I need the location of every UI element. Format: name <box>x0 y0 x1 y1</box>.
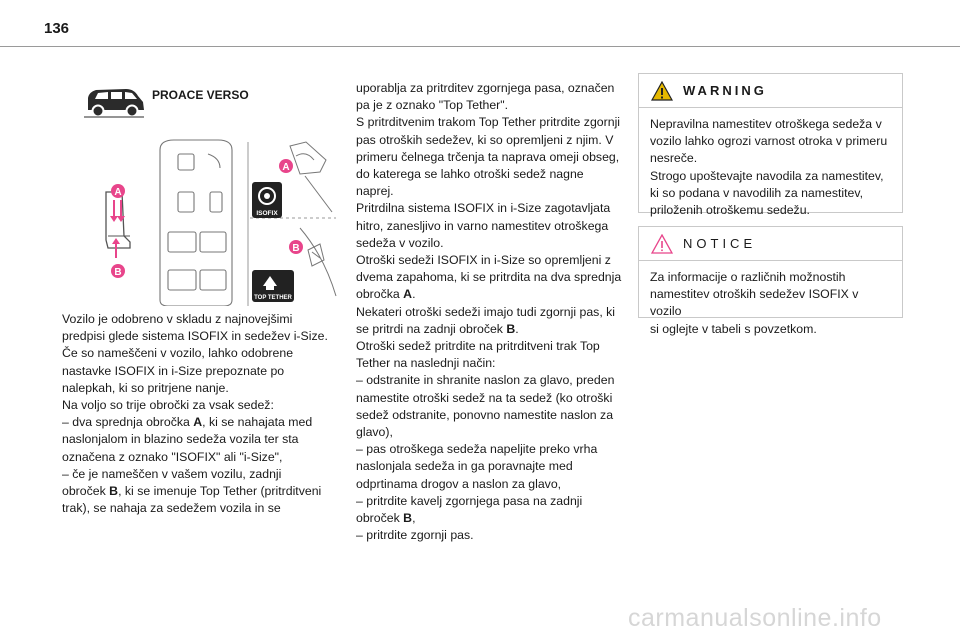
text-line: označena z oznako "ISOFIX" ali "i-Size", <box>62 449 283 464</box>
text-line: – pritrdite kavelj zgornjega pasa na zadnji <box>356 493 583 508</box>
text-line: namestitev otroških sedežev ISOFIX v vozilo <box>650 287 859 319</box>
text-line: vozilo lahko ogrozi varnost otroka v primeru <box>650 134 888 149</box>
anchor-b-label-left: B <box>114 267 122 278</box>
text-line: Otroški sedeži ISOFIX in i-Size so opremljeni z <box>356 253 611 268</box>
text-line: uporablja za pritrditev zgornjega pasa, označen <box>356 81 615 95</box>
isofix-logo <box>252 182 282 218</box>
text-line: ki so podana v navodilih za namestitev, <box>650 185 864 200</box>
text-line: pa je z oznako "Top Tether". <box>356 98 509 113</box>
body-text-column-1 <box>62 311 342 517</box>
warning-body <box>639 108 902 227</box>
text-line: predpisi glede sistema ISOFIX in sedežev i-Size. <box>62 329 328 344</box>
seat-anchor-closeup-a <box>290 142 332 212</box>
text-line: nesreče. <box>650 151 698 166</box>
page-number: 136 <box>44 20 70 37</box>
text-line: – če je nameščen v vašem vozilu, zadnji <box>62 466 282 481</box>
text-line: sedež odstranite, ponovno namestite naslon za <box>356 407 614 422</box>
top-tether-logo <box>252 270 294 302</box>
text-line: Strogo upoštevajte navodila za namestitev, <box>650 168 884 183</box>
text-line: odprtinama drogov a naslon za glavo, <box>356 476 562 491</box>
text-line: naprej. <box>356 184 394 199</box>
text-line: – odstranite in shranite naslon za glavo, preden <box>356 373 615 388</box>
warning-title: WARNING <box>683 83 767 98</box>
van-icon <box>82 86 146 120</box>
notice-body <box>639 261 902 346</box>
anchor-b-label-right: B <box>292 243 300 254</box>
notice-triangle-icon <box>651 234 673 254</box>
text-line: nastavke ISOFIX in i-Size prepoznate po <box>62 363 285 378</box>
text-line: obroček B, <box>356 511 416 526</box>
text-line: si oglejte v tabeli s povzetkom. <box>650 321 817 336</box>
text-line: – dva sprednja obročka A, ki se nahajata med <box>62 415 313 430</box>
body-text-column-2 <box>356 80 626 544</box>
text-line: Nepravilna namestitev otroškega sedeža v <box>650 117 882 131</box>
text-line: naslonjalom in blazino sedeža vozila ter sta <box>62 432 299 447</box>
watermark-text: carmanualsonline.info <box>628 604 882 632</box>
text-line: hitro, zanesljivo in varno namestitev otroškega <box>356 218 609 233</box>
text-line: Tether na naslednji način: <box>356 356 496 371</box>
text-line: se pritrdi na zadnji obroček B. <box>356 321 519 336</box>
text-line: Na voljo so trije obročki za vsak sedež: <box>62 398 274 413</box>
text-line: Otroški sedež pritrdite na pritrditveni trak Top <box>356 339 600 354</box>
text-line: do katerega se lahko otroški sedež nagne <box>356 167 584 182</box>
text-line: obročka A. <box>356 287 416 302</box>
text-line: Nekateri otroški sedeži imajo tudi zgornji pas, ki <box>356 304 616 319</box>
anchor-a-label-left: A <box>114 187 122 198</box>
notice-header <box>639 227 902 261</box>
text-line: Vozilo je odobreno v skladu z najnovejšimi <box>62 312 293 326</box>
text-line: trak), se nahaja za sedežem vozila in se <box>62 501 281 516</box>
text-line: – pas otroškega sedeža napeljite preko vrha <box>356 442 598 457</box>
warning-triangle-icon <box>651 81 673 101</box>
van-seating-plan <box>160 140 232 306</box>
text-line: pas otroških sedežev, ki so opremljeni z njim. V <box>356 132 614 147</box>
anchor-a-label-right: A <box>282 162 290 173</box>
text-line: glavo), <box>356 425 393 440</box>
text-line: Za informacije o različnih možnostih <box>650 270 846 284</box>
text-line: primeru čelnega trčenja ta naprava omeji obseg, <box>356 149 620 164</box>
header-divider <box>0 46 960 47</box>
isofix-seat-diagram <box>100 136 340 306</box>
text-line: – pritrdite zgornji pas. <box>356 528 474 543</box>
text-line: sedeža v vozilo. <box>356 235 444 250</box>
text-line: namestite otroški sedež na ta sedež (ko otroški <box>356 390 613 405</box>
text-line: S pritrditvenim trakom Top Tether pritrdite zgornji <box>356 115 621 130</box>
text-line: Pritrdilna sistema ISOFIX in i-Size zagotavljata <box>356 201 611 216</box>
text-line: priloženih otroškemu sedežu. <box>650 203 810 218</box>
seat-side-view <box>106 192 130 258</box>
seat-anchor-closeup-b <box>300 228 336 296</box>
warning-box <box>638 73 903 218</box>
svg-text:TOP TETHER: TOP TETHER <box>254 295 292 301</box>
text-line: dvema zapahoma, ki se pritrdita na dva sprednja <box>356 270 622 285</box>
text-line: obroček B, ki se imenuje Top Tether (pritrditveni <box>62 484 322 499</box>
text-line: naslonjala sedeža in ga poravnajte med <box>356 459 573 474</box>
warning-header <box>639 74 902 108</box>
text-line: Če so nameščeni v vozilo, lahko odobrene <box>62 346 294 361</box>
notice-box <box>638 226 903 336</box>
notice-title: NOTICE <box>683 236 757 251</box>
text-line: nalepkah, ki so pritrjene nanje. <box>62 380 229 395</box>
vehicle-model: PROACE VERSO <box>152 88 249 102</box>
svg-text:ISOFIX: ISOFIX <box>256 210 278 217</box>
